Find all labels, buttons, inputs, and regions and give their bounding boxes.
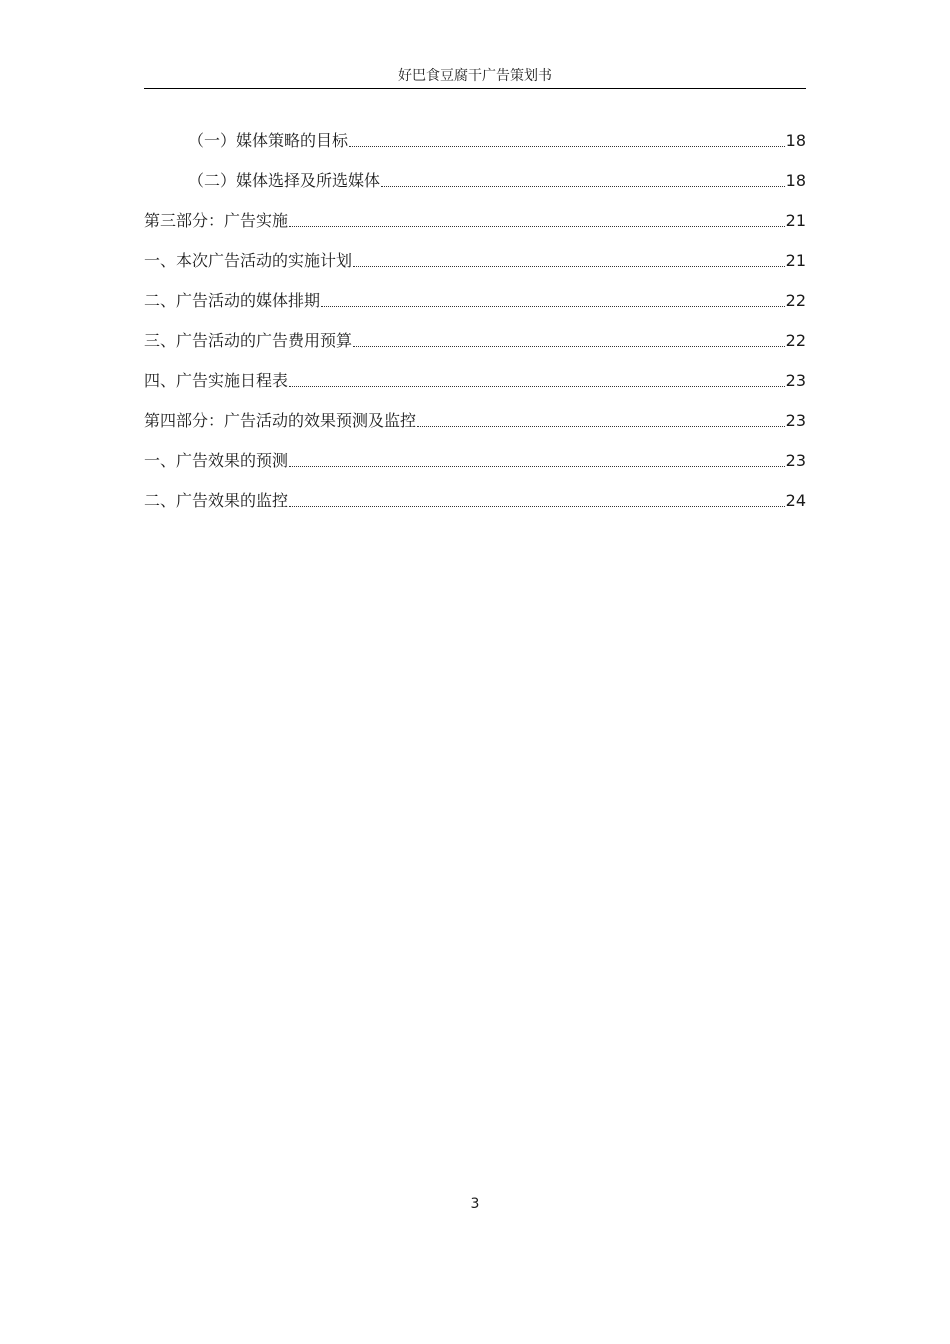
toc-entry[interactable] [144, 194, 806, 234]
page-number: 3 [470, 1196, 480, 1212]
toc-entry[interactable] [144, 234, 806, 274]
toc-entry[interactable] [144, 314, 806, 354]
toc-entry-page: 23 [785, 371, 806, 390]
toc-entry-page: 24 [785, 491, 806, 510]
toc-entry-title: 二、广告活动的媒体排期 [144, 291, 321, 310]
toc-entry-title: 四、广告实施日程表 [144, 371, 289, 390]
toc-entry[interactable] [144, 354, 806, 394]
toc-entry-title: 第三部分：广告实施 [144, 211, 289, 230]
toc-dot-leader [349, 146, 785, 147]
toc-entry-page: 21 [785, 251, 806, 270]
toc-dot-leader [289, 386, 785, 387]
toc-dot-leader [381, 186, 785, 187]
toc-entry[interactable] [144, 274, 806, 314]
toc-entry-page: 22 [785, 331, 806, 350]
toc-dot-leader [289, 506, 785, 507]
toc-dot-leader [321, 306, 785, 307]
toc-entry-page: 22 [785, 291, 806, 310]
toc-entry[interactable] [144, 474, 806, 514]
toc-entry[interactable] [144, 154, 806, 194]
toc-entry-page: 23 [785, 451, 806, 470]
toc-entry-page: 18 [785, 131, 806, 150]
toc-entry-title: 一、广告效果的预测 [144, 451, 289, 470]
toc-dot-leader [353, 266, 785, 267]
table-of-contents [144, 114, 806, 514]
toc-entry[interactable] [144, 394, 806, 434]
toc-entry-page: 23 [785, 411, 806, 430]
toc-entry-title: 二、广告效果的监控 [144, 491, 289, 510]
toc-entry-page: 18 [785, 171, 806, 190]
toc-dot-leader [289, 466, 785, 467]
toc-dot-leader [353, 346, 785, 347]
toc-entry-page: 21 [785, 211, 806, 230]
page-header-title: 好巴食豆腐干广告策划书 [398, 68, 552, 84]
toc-entry[interactable] [144, 434, 806, 474]
toc-entry-title: （一）媒体策略的目标 [188, 131, 349, 150]
toc-dot-leader [289, 226, 785, 227]
toc-entry-title: 第四部分：广告活动的效果预测及监控 [144, 411, 417, 430]
toc-dot-leader [417, 426, 785, 427]
toc-entry-title: （二）媒体选择及所选媒体 [188, 171, 381, 190]
toc-entry[interactable] [144, 114, 806, 154]
toc-entry-title: 三、广告活动的广告费用预算 [144, 331, 353, 350]
header-divider [144, 88, 806, 89]
toc-entry-title: 一、本次广告活动的实施计划 [144, 251, 353, 270]
